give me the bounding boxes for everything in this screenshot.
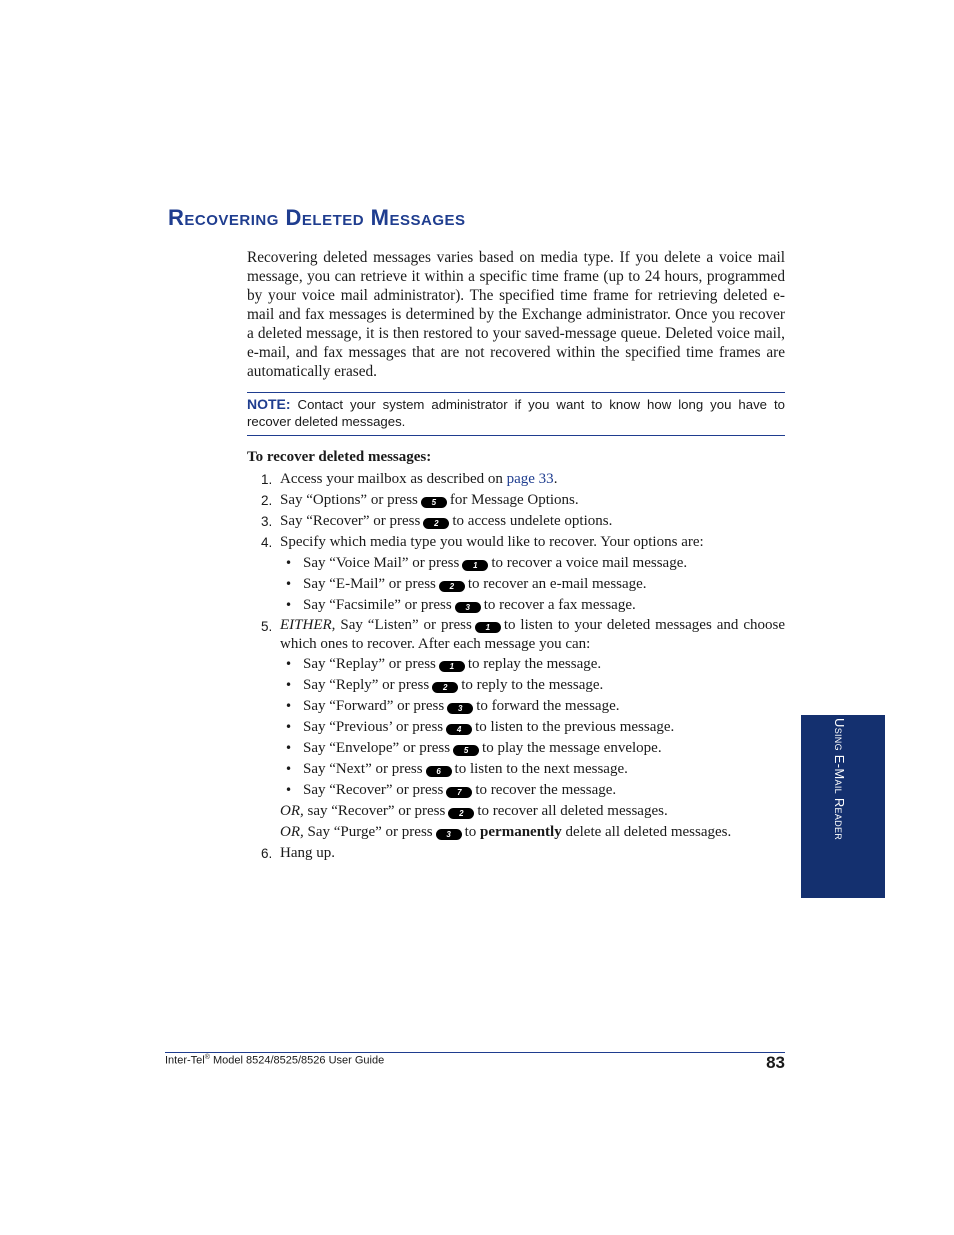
footer-rule [165, 1052, 785, 1053]
key-3-icon: 3 [447, 703, 473, 714]
step-1: 1. Access your mailbox as described on page 33. [261, 471, 558, 487]
step-4: 4. Specify which media type you would like to recover. Your options are: [261, 534, 704, 550]
key-1-icon: 1 [462, 560, 488, 571]
steps-list [247, 469, 785, 864]
step-2: 2. Say “Options” or press 5 for Message Options. [261, 492, 579, 508]
list-item: • Say “Reply” or press 2 to reply to the message. [285, 677, 604, 693]
procedure-heading: To recover deleted messages: [247, 449, 432, 465]
key-6-icon: 6 [426, 766, 452, 777]
key-2-icon: 2 [432, 682, 458, 693]
chapter-side-tab [801, 715, 885, 898]
list-item: • Say “Voice Mail” or press 1 to recover a voice mail message. [285, 555, 688, 571]
key-7-icon: 7 [446, 787, 472, 798]
media-type-options [247, 553, 785, 616]
key-5-icon: 5 [421, 497, 447, 508]
footer-guide-title: Inter-Tel® Model 8524/8525/8526 User Guide [165, 1054, 385, 1067]
key-4-icon: 4 [446, 724, 472, 735]
list-item: • Say “E-Mail” or press 2 to recover an e-mail message. [285, 576, 647, 592]
list-item: • Say “Recover” or press 7 to recover the message. [285, 782, 617, 798]
step-5: 5. EITHER, Say “Listen” or press 1 to listen to your deleted messages and choose which ones to recover. After each message you can: [261, 617, 785, 652]
key-2-icon: 2 [423, 518, 449, 529]
note-text: Contact your system administrator if you want to know how long you have to recover deleted messages. [247, 397, 785, 429]
list-item: • Say “Previous’ or press 4 to listen to the previous message. [285, 719, 675, 735]
key-2-icon: 2 [448, 808, 474, 819]
key-3-icon: 3 [455, 602, 481, 613]
key-5-icon: 5 [453, 745, 479, 756]
list-item: • Say “Facsimile” or press 3 to recover a fax message. [285, 597, 636, 613]
chapter-tab-label: Using E-Mail Reader [832, 718, 847, 841]
or-purge: OR, Say “Purge” or press 3 to permanently delete all deleted messages. [280, 824, 732, 840]
section-title: Recovering Deleted Messages [168, 205, 466, 230]
list-item: • Say “Next” or press 6 to listen to the next message. [285, 761, 628, 777]
key-3-icon: 3 [436, 829, 462, 840]
note-box [247, 392, 785, 436]
step-3: 3. Say “Recover” or press 2 to access undelete options. [261, 513, 613, 529]
or-recover-all: OR, say “Recover” or press 2 to recover all deleted messages. [280, 803, 668, 819]
key-1-icon: 1 [475, 622, 501, 633]
list-item: • Say “Envelope” or press 5 to play the message envelope. [285, 740, 662, 756]
message-actions [247, 654, 785, 801]
page-link[interactable]: page 33 [506, 471, 554, 487]
page-number: 83 [766, 1053, 785, 1072]
note-label: NOTE: [247, 396, 291, 412]
list-item: • Say “Replay” or press 1 to replay the message. [285, 656, 602, 672]
intro-paragraph: Recovering deleted messages varies based on media type. If you delete a voice mail message, you can retrieve it within a specific time frame (up to 24 hours, programmed by your voice mail administrator). The specified time frame for retrieving deleted e-mail and fax messages is determined by the Exchange administrator. Once you recover a deleted message, it is then restored to your saved-message queue. Deleted voice mail, e-mail, and fax messages that are not recovered within the specified time frames are automatically erased. [247, 249, 785, 380]
key-1-icon: 1 [439, 661, 465, 672]
list-item: • Say “Forward” or press 3 to forward the message. [285, 698, 620, 714]
step-6: 6. Hang up. [261, 845, 335, 861]
key-2-icon: 2 [439, 581, 465, 592]
